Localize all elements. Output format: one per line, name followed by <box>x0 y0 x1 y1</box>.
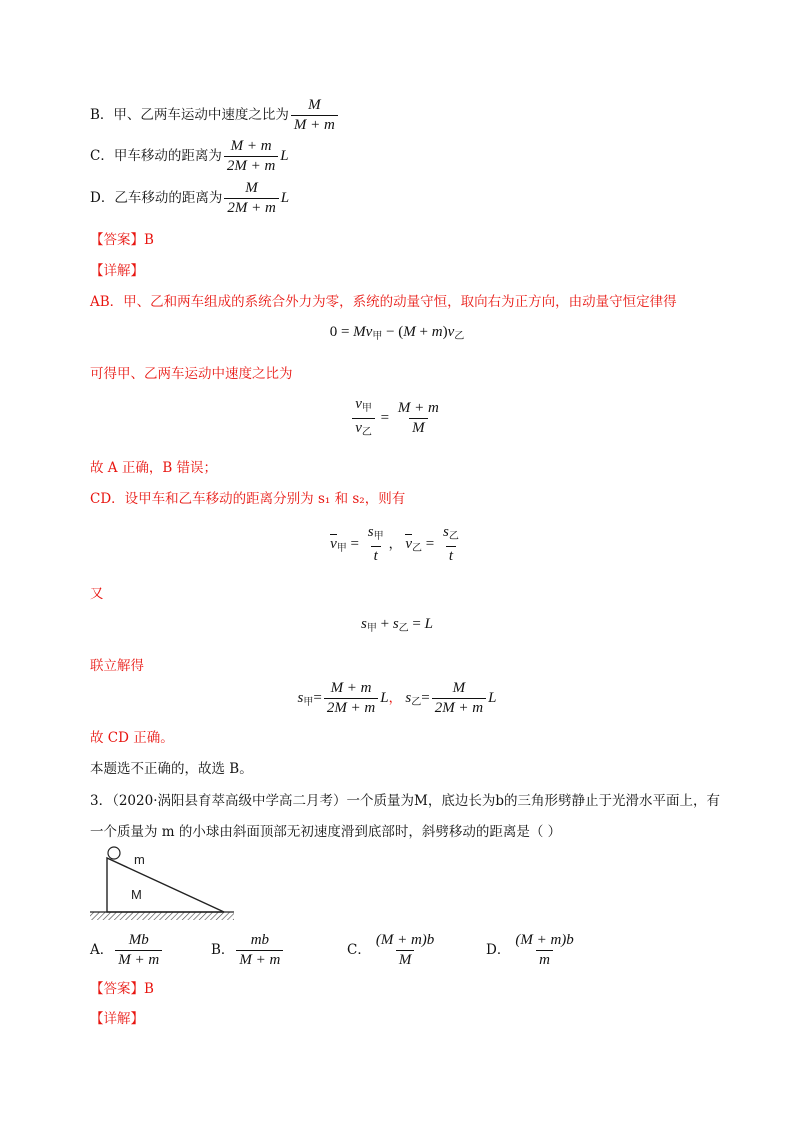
option-b <box>90 97 340 134</box>
q3-option-a-den: M + m <box>115 950 162 969</box>
detail-heading-2: 【详解】 <box>90 1011 144 1027</box>
joint-solve-text: 联立解得 <box>90 658 144 674</box>
q3-option-d-letter: D． <box>486 942 511 958</box>
q3-option-a-letter: A． <box>90 942 114 958</box>
option-c-fraction <box>224 138 278 175</box>
option-d-label: D．乙车移动的距离为 <box>90 190 223 206</box>
option-c <box>90 138 289 175</box>
option-c-tail: L <box>280 148 289 164</box>
equation-distances: $s_甲=$ $\frac{M + m}{2M + m}$ L， $s_乙=$ $\frac{M}{2M + m}$ L <box>297 680 497 716</box>
conclusion-text: 本题选不正确的，故选 B。 <box>90 761 253 777</box>
q3-option-b-letter: B． <box>211 942 235 958</box>
option-b-label: B．甲、乙两车运动中速度之比为 <box>90 107 289 123</box>
you-text: 又 <box>90 586 104 602</box>
equation-velocity-ratio: $\frac{v_甲}{v_乙}$ = $\frac{M + m}{M}$ <box>0 396 794 441</box>
option-d-num: M <box>245 180 258 196</box>
option-d <box>90 180 289 217</box>
option-b-den: M + m <box>291 115 338 134</box>
q3-option-b-den: M + m <box>236 950 283 969</box>
detail-heading-1: 【详解】 <box>90 263 144 279</box>
question-3-line1 <box>90 789 720 809</box>
option-d-den: 2M + m <box>224 198 278 217</box>
q3-option-a <box>90 932 164 969</box>
cd-correct-text: 故 CD 正确。 <box>90 730 174 746</box>
q3-option-d-num: (M + m)b <box>515 932 574 948</box>
q3-option-d <box>486 932 579 969</box>
q3-option-c-num: (M + m)b <box>375 932 435 948</box>
ground-hatch <box>90 912 234 920</box>
option-c-den: 2M + m <box>224 156 278 175</box>
q3-option-c-den: M <box>396 950 415 969</box>
ratio-text: 可得甲、乙两车运动中速度之比为 <box>90 366 293 382</box>
ball-label: m <box>134 852 145 867</box>
option-d-fraction <box>224 180 278 217</box>
answer-1: 【答案】B <box>90 232 154 248</box>
option-c-label: C．甲车移动的距离为 <box>90 148 222 164</box>
q3-option-a-num: Mb <box>128 932 149 948</box>
q3-option-d-den: m <box>536 950 553 969</box>
answer-2: 【答案】B <box>90 981 154 997</box>
q3-option-c-letter: C． <box>347 942 371 958</box>
a-correct-text: 故 A 正确，B 错误； <box>90 460 218 476</box>
option-b-fraction <box>291 97 338 134</box>
option-b-num: M <box>308 97 321 113</box>
q3-option-b-num: mb <box>250 932 270 948</box>
q3-option-c <box>347 932 439 969</box>
equation-distance-sum: $s_甲 + s_乙 = L$ <box>361 616 433 634</box>
q3-option-b <box>211 932 285 969</box>
equation-average-velocity: $v_甲$ = $\frac{s_甲}{t}$ ， $v_乙$ = $\frac{s_乙}{t}$ <box>330 524 459 564</box>
equation-momentum: $0 = Mv_甲 - (M + m)v_乙$ <box>329 324 465 342</box>
ball-circle <box>108 847 120 859</box>
ab-explanation: AB．甲、乙和两车组成的系统合外力为零，系统的动量守恒，取向右为正方向，由动量守恒定律得 <box>90 294 677 310</box>
question-3-line2: 一个质量为 m 的小球由斜面顶部无初速度滑到底部时，斜劈移动的距离是（ ） <box>90 824 562 840</box>
cd-explanation: CD．设甲车和乙车移动的距离分别为 s₁ 和 s₂，则有 <box>90 491 406 507</box>
option-c-num: M + m <box>230 138 272 154</box>
wedge-label: M <box>131 887 142 902</box>
wedge-triangle <box>107 858 224 912</box>
question-3-number: 3． <box>90 793 113 809</box>
wedge-figure <box>88 844 238 922</box>
question-3-stem-1: （2020·涡阳县育萃高级中学高二月考）一个质量为M，底边长为b的三角形劈静止于光滑水平面上，有 <box>112 793 720 809</box>
option-d-tail: L <box>280 190 290 206</box>
